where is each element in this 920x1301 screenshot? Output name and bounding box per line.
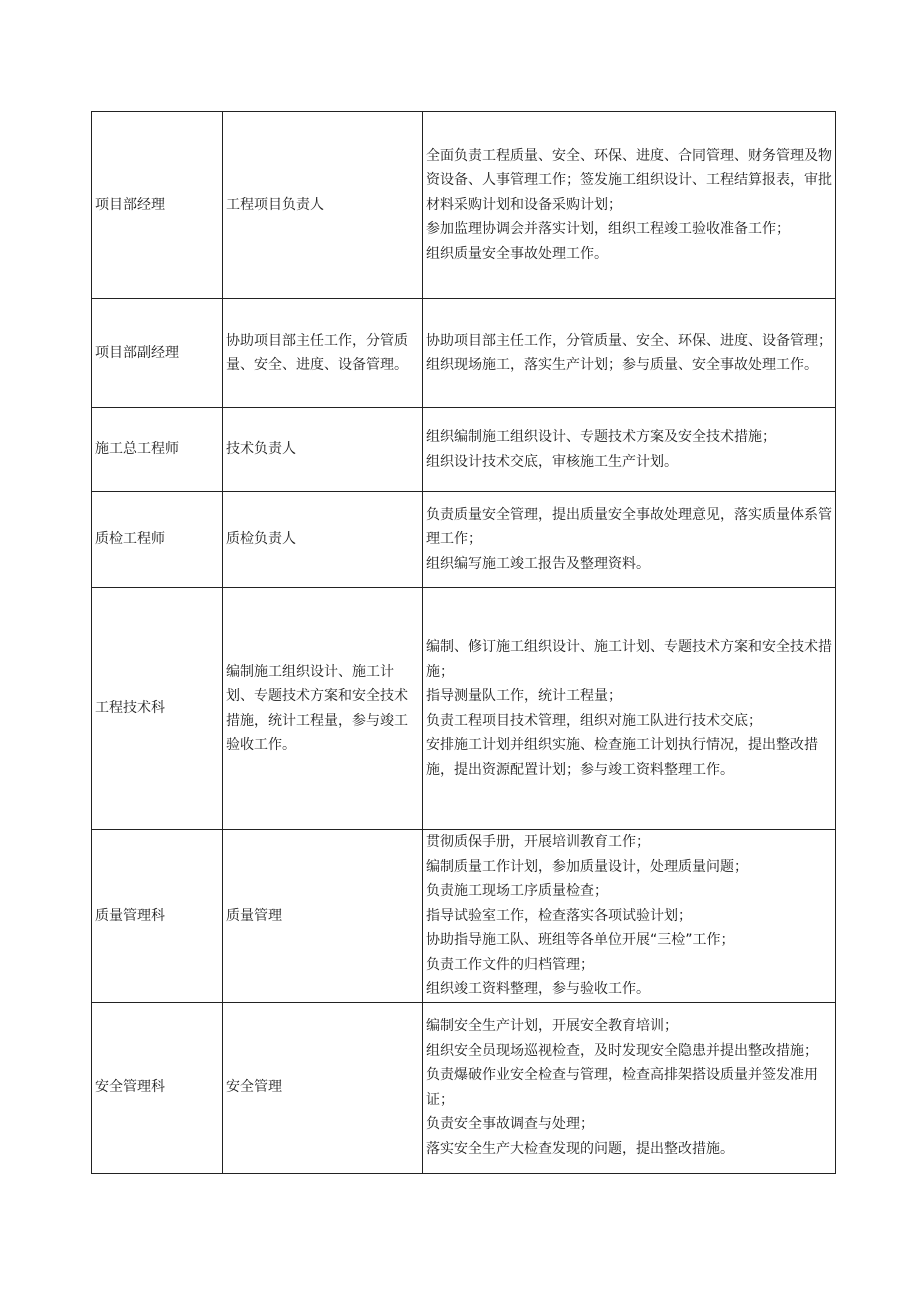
duty-item: 组织质量安全事故处理工作。 [426, 245, 608, 262]
duty-cell [423, 299, 836, 408]
duty-item: 指导测量队工作，统计工程量； [426, 688, 622, 704]
duty-item: 协助项目部主任工作，分管质量、安全、环保、进度、设备管理； [426, 332, 832, 349]
duty-item: 全面负责工程质量、安全、环保、进度、合同管理、财务管理及物资设备、人事管理工作；签发施工组织设计、工程结算报表，审批材料采购计划和设备采购计划； [426, 147, 832, 213]
duty-item: 安排施工计划并组织实施、检查施工计划执行情况，提出整改措施，提出资源配置计划；参与竣工资料整理工作。 [426, 737, 818, 778]
duty-item: 负责工作文件的归档管理； [426, 956, 594, 973]
table-row [92, 830, 836, 1003]
duty-item: 协助指导施工队、班组等各单位开展“三检”工作； [426, 932, 735, 948]
duty-item: 负责施工现场工序质量检查； [426, 883, 608, 899]
duty-item: 组织编制施工组织设计、专题技术方案及安全技术措施； [426, 429, 776, 445]
role-cell: 安全管理 [223, 1002, 423, 1173]
table-row [92, 112, 836, 299]
post-cell: 安全管理科 [92, 1002, 223, 1173]
role-cell: 协助项目部主任工作，分管质量、安全、进度、设备管理。 [223, 299, 423, 408]
role-cell: 技术负责人 [223, 408, 423, 492]
duty-item: 负责质量安全管理，提出质量安全事故处理意见，落实质量体系管理工作； [426, 506, 832, 548]
duty-item: 负责安全事故调查与处理； [426, 1116, 594, 1132]
post-cell: 项目部副经理 [92, 299, 223, 408]
table-row [92, 588, 836, 830]
post-cell: 工程技术科 [92, 588, 223, 830]
post-cell: 项目部经理 [92, 112, 223, 299]
post-cell: 质量管理科 [92, 830, 223, 1003]
duty-cell [423, 112, 836, 299]
duty-item: 组织设计技术交底，审核施工生产计划。 [426, 453, 678, 470]
duty-item: 编制、修订施工组织设计、施工计划、专题技术方案和安全技术措施； [426, 639, 832, 680]
role-cell: 质量管理 [223, 830, 423, 1003]
duty-item: 落实安全生产大检查发现的问题，提出整改措施。 [426, 1140, 734, 1157]
duty-item: 编制质量工作计划，参加质量设计，处理质量问题； [426, 858, 748, 875]
duty-cell [423, 408, 836, 492]
duty-item: 贯彻质保手册，开展培训教育工作； [426, 834, 650, 850]
role-cell: 质检负责人 [223, 492, 423, 588]
duty-item: 组织编写施工竣工报告及整理资料。 [426, 555, 650, 572]
duty-item: 组织竣工资料整理，参与验收工作。 [426, 981, 650, 997]
duty-item: 负责工程项目技术管理，组织对施工队进行技术交底； [426, 712, 762, 729]
duty-item: 组织安全员现场巡视检查，及时发现安全隐患并提出整改措施； [426, 1042, 818, 1059]
role-cell: 工程项目负责人 [223, 112, 423, 299]
duty-item: 组织现场施工，落实生产计划；参与质量、安全事故处理工作。 [426, 357, 818, 373]
post-cell: 质检工程师 [92, 492, 223, 588]
duty-cell [423, 492, 836, 588]
duty-cell [423, 830, 836, 1003]
duty-cell [423, 1002, 836, 1173]
role-cell: 编制施工组织设计、施工计划、专题技术方案和安全技术措施，统计工程量，参与竣工验收工作。 [223, 588, 423, 830]
duty-item: 编制安全生产计划，开展安全教育培训； [426, 1018, 678, 1034]
duty-item: 参加监理协调会并落实计划，组织工程竣工验收准备工作； [426, 221, 790, 238]
duty-item: 指导试验室工作，检查落实各项试验计划； [426, 907, 692, 924]
post-cell: 施工总工程师 [92, 408, 223, 492]
responsibility-table [91, 111, 836, 1174]
duty-cell [423, 588, 836, 830]
table-row [92, 299, 836, 408]
table-row [92, 408, 836, 492]
table-row [92, 492, 836, 588]
duty-item: 负责爆破作业安全检查与管理，检查高排架搭设质量并签发准用证； [426, 1067, 818, 1108]
table-row [92, 1002, 836, 1173]
